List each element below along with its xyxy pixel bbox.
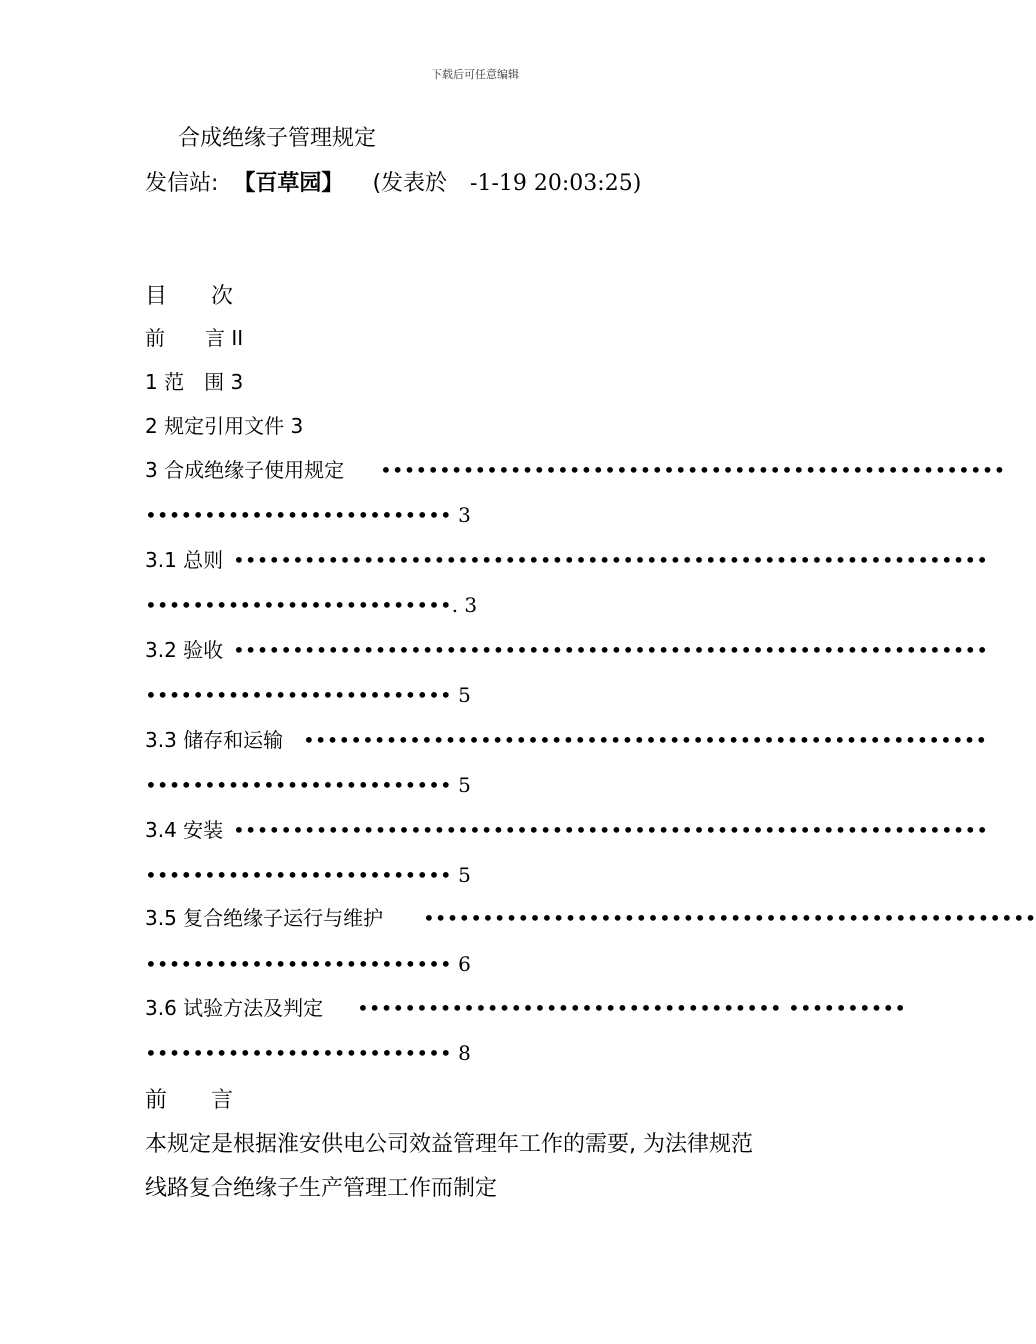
- toc-entry-label: 3.6 试验方法及判定: [145, 996, 324, 1020]
- toc-entry-label: 2 规定引用文件 3: [145, 414, 304, 438]
- toc-entry-storage[interactable]: [145, 725, 988, 755]
- toc-entry-scope[interactable]: [145, 367, 805, 397]
- toc-leader-dots: •••••••••••••••••••••••••••••••••••• ••••••••••: [357, 996, 907, 1020]
- source-station: 【百草园】: [233, 171, 344, 196]
- toc-leader-dots: ••••••••••••••••••••••••••••••••••••••••••••••••••••••••••••••••: [233, 548, 988, 572]
- preface-paragraph-line: 本规定是根据淮安供电公司效益管理年工作的需要, 为法律规范: [145, 1132, 753, 1157]
- toc-page-number-line: •••••••••••••••••••••••••• 6: [145, 952, 471, 976]
- preface-paragraph-line: 线路复合绝缘子生产管理工作而制定: [145, 1176, 498, 1201]
- toc-leader-dots: ••••••••••••••••••••••••••••••••••••••••••••••••••••: [423, 906, 1036, 930]
- toc-entry-label: 3.4 安装: [145, 818, 224, 842]
- toc-page-number-line: •••••••••••••••••••••••••• 3: [145, 503, 471, 527]
- toc-entry-usage-rules[interactable]: [145, 455, 1006, 485]
- toc-leader-dots: •••••••••••••••••••••••••••••••••••••••••••••••••••••: [380, 458, 1006, 482]
- document-title: 合成绝缘子管理规定: [178, 126, 377, 151]
- toc-page-number-line: •••••••••••••••••••••••••• 5: [145, 863, 471, 887]
- toc-entry-label: 3.5 复合绝缘子运行与维护: [145, 906, 384, 930]
- toc-entry-acceptance[interactable]: [145, 635, 988, 665]
- toc-page-number-line: •••••••••••••••••••••••••• 8: [145, 1041, 471, 1065]
- preface-heading: 前 言: [145, 1088, 234, 1113]
- toc-entry-general[interactable]: [145, 545, 988, 575]
- toc-page-number-line: ••••••••••••••••••••••••••. 3: [145, 593, 478, 617]
- toc-entry-installation[interactable]: [145, 815, 988, 845]
- toc-leader-dots: ••••••••••••••••••••••••••••••••••••••••••••••••••••••••••: [303, 728, 988, 752]
- source-line: [145, 166, 641, 197]
- toc-entry-references[interactable]: [145, 411, 805, 441]
- toc-heading: 目 次: [145, 284, 234, 309]
- toc-entry-testing[interactable]: [145, 993, 907, 1023]
- toc-entry-label: 3.2 验收: [145, 638, 224, 662]
- toc-page-number-line: •••••••••••••••••••••••••• 5: [145, 683, 471, 707]
- posted-label: (发表於: [372, 171, 448, 196]
- toc-entry-label: 前 言 II: [145, 326, 244, 350]
- toc-leader-dots: ••••••••••••••••••••••••••••••••••••••••••••••••••••••••••••••••: [233, 638, 988, 662]
- toc-entry-label: 3 合成绝缘子使用规定: [145, 458, 345, 482]
- toc-page-number-line: •••••••••••••••••••••••••• 5: [145, 773, 471, 797]
- toc-entry-label: 3.1 总则: [145, 548, 224, 572]
- page-header-note: 下载后可任意编辑: [431, 68, 519, 81]
- source-prefix: 发信站:: [145, 171, 219, 196]
- toc-entry-label: 1 范 围 3: [145, 370, 244, 394]
- posted-time: -1-19 20:03:25): [470, 171, 642, 196]
- toc-entry-label: 3.3 储存和运输: [145, 728, 284, 752]
- toc-entry-preface[interactable]: [145, 323, 805, 353]
- toc-leader-dots: ••••••••••••••••••••••••••••••••••••••••••••••••••••••••••••••••: [233, 818, 988, 842]
- toc-entry-operation[interactable]: [145, 903, 1036, 933]
